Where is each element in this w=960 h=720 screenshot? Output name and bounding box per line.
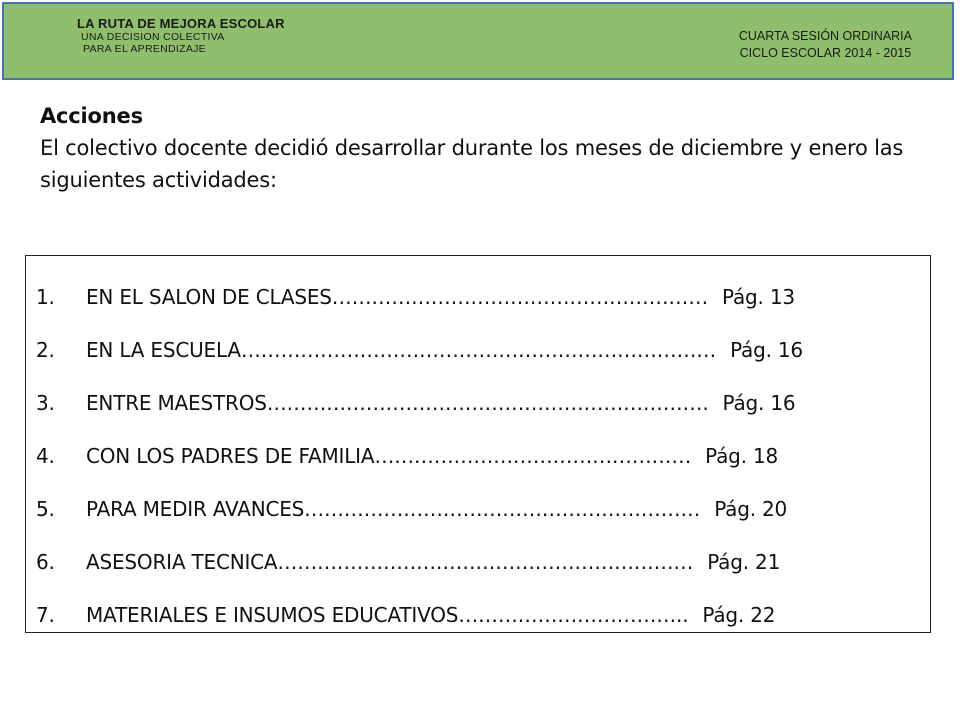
- item-number: 2.: [36, 337, 55, 362]
- item-page-ref: Pág. 20: [714, 496, 788, 521]
- item-label: PARA MEDIR AVANCES……………………………………………………: [86, 496, 701, 521]
- item-page-ref: Pág. 18: [705, 443, 779, 468]
- session-info-block: [739, 28, 912, 62]
- actions-list-box: [25, 255, 931, 633]
- item-number: 6.: [36, 549, 55, 574]
- item-number: 7.: [36, 602, 55, 627]
- list-item: [36, 323, 916, 376]
- item-page-ref: Pág. 22: [702, 602, 776, 627]
- item-label: ASESORIA TECNICA………………………………………………………: [86, 549, 694, 574]
- intro-paragraph: El colectivo docente decidió desarrollar durante los meses de diciembre y enero las siguientes actividades:: [40, 136, 904, 192]
- program-subtitle-1: UNA DECISION COLECTIVA: [81, 31, 225, 43]
- list-item: [36, 482, 916, 535]
- item-number: 3.: [36, 390, 55, 415]
- section-heading: Acciones: [40, 104, 143, 128]
- list-item: [36, 588, 916, 641]
- actions-list: [36, 270, 916, 641]
- item-page-ref: Pág. 16: [722, 390, 796, 415]
- program-subtitle-2: PARA EL APRENDIZAJE: [83, 43, 206, 55]
- item-label: EN LA ESCUELA………………………………………………………………: [86, 337, 717, 362]
- item-page-ref: Pág. 21: [707, 549, 781, 574]
- item-number: 1.: [36, 284, 55, 309]
- list-item: [36, 270, 916, 323]
- header-banner: [2, 2, 954, 80]
- intro-section: [40, 100, 930, 196]
- list-item: [36, 535, 916, 588]
- item-label: MATERIALES E INSUMOS EDUCATIVOS……………………………..: [86, 602, 689, 627]
- item-number: 4.: [36, 443, 55, 468]
- item-label: ENTRE MAESTROS………………………………………………………….: [86, 390, 709, 415]
- school-cycle: CICLO ESCOLAR 2014 - 2015: [739, 46, 912, 60]
- item-page-ref: Pág. 13: [722, 284, 795, 309]
- program-title-block: [77, 16, 285, 56]
- item-page-ref: Pág. 16: [730, 337, 803, 362]
- item-label: EN EL SALON DE CLASES…………………………………………………: [86, 284, 709, 309]
- session-name: CUARTA SESIÓN ORDINARIA: [738, 29, 912, 43]
- item-label: CON LOS PADRES DE FAMILIA…………………………………………: [86, 443, 692, 468]
- list-item: [36, 376, 916, 429]
- item-number: 5.: [36, 496, 55, 521]
- program-title: LA RUTA DE MEJORA ESCOLAR: [77, 16, 285, 31]
- list-item: [36, 429, 916, 482]
